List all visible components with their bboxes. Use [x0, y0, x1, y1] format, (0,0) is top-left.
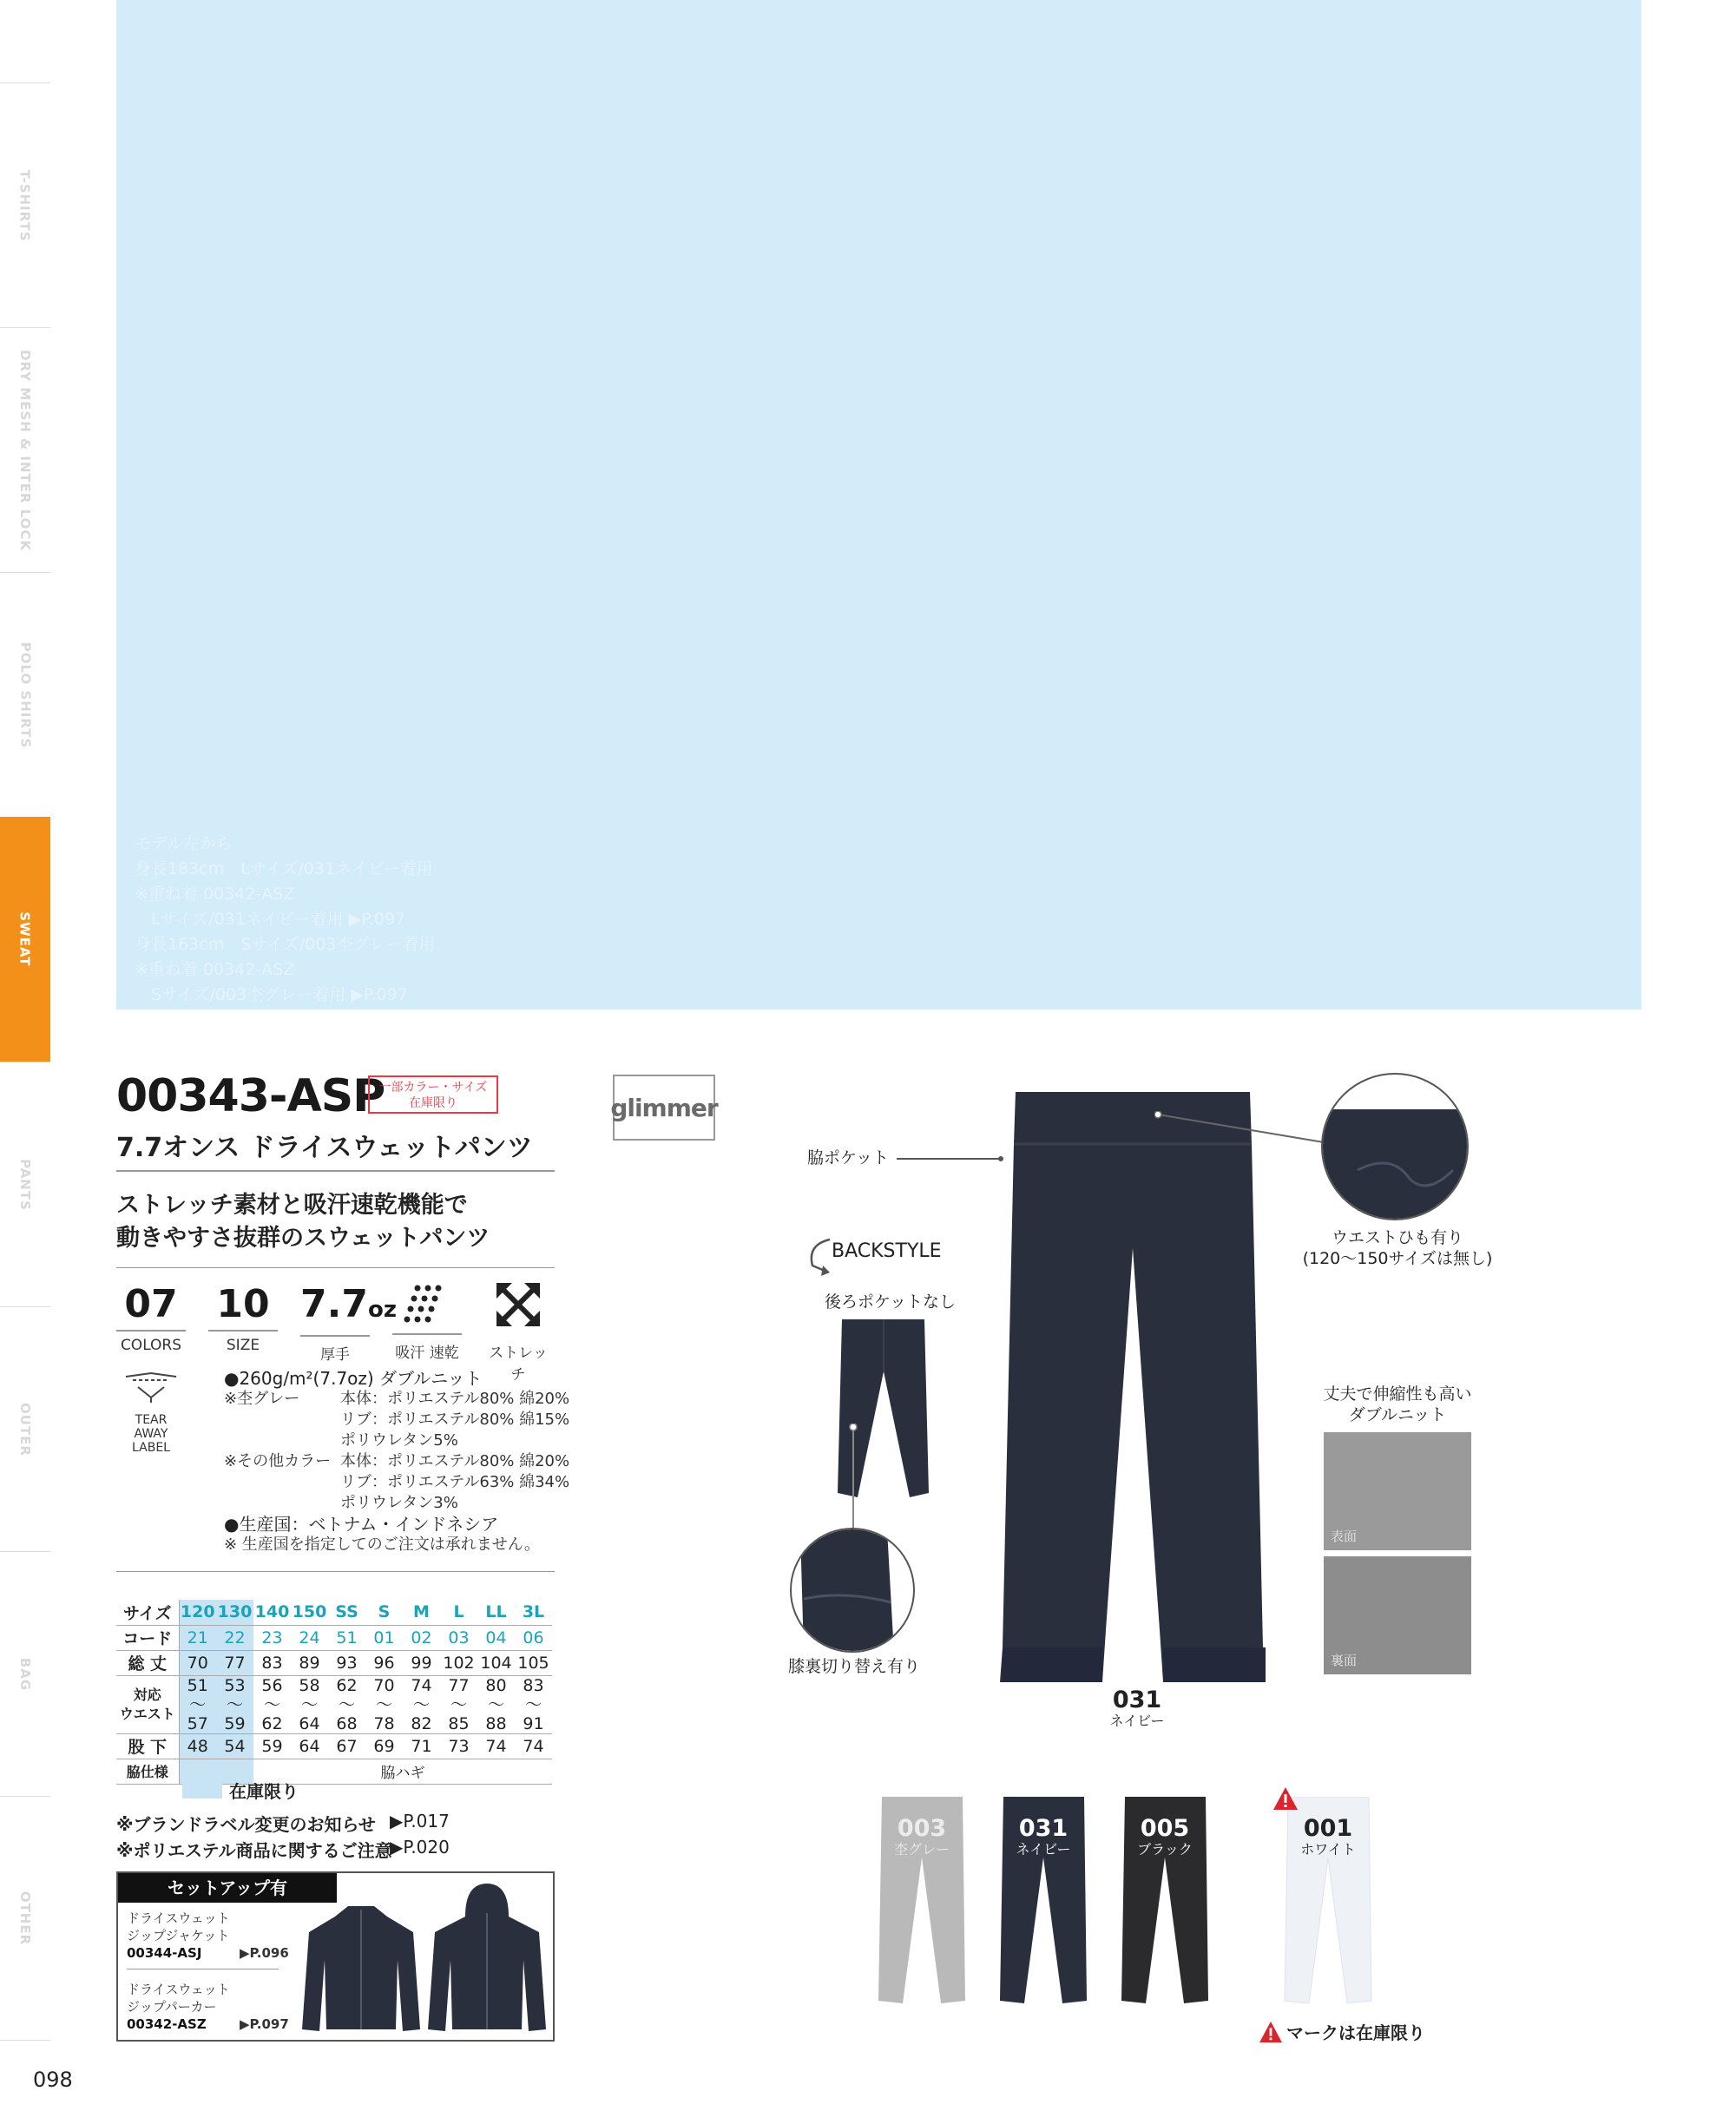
stock-warning-note: マークは在庫限り: [1259, 2019, 1425, 2044]
divider: [116, 1267, 555, 1268]
side-tab-other[interactable]: OTHER: [0, 1796, 50, 2041]
knee-detail-image: [792, 1529, 915, 1653]
callout-no-back-pocket: 後ろポケットなし: [825, 1292, 957, 1312]
backstyle-label: BACKSTYLE: [832, 1240, 942, 1262]
spec-stretch: ストレッチ: [483, 1283, 554, 1384]
page-ref-link[interactable]: ▶P.096: [240, 1945, 289, 1961]
inseam-row: 股 下 48 54 59 64 67 69 71 73 74 74: [116, 1733, 552, 1759]
knee-detail-circle: [790, 1528, 915, 1653]
page-ref-link[interactable]: ▶P.020: [390, 1837, 450, 1858]
brand-logo: glimmer: [613, 1075, 715, 1141]
product-code: 00343-ASP: [116, 1070, 385, 1122]
color-variant-031[interactable]: 031 ネイビー: [1016, 1815, 1071, 1858]
tear-away-label: TEAR AWAY LABEL: [116, 1371, 186, 1455]
side-tab-dry-mesh[interactable]: DRY MESH & INTER LOCK: [0, 327, 50, 572]
side-tab-sweat[interactable]: SWEAT: [0, 817, 50, 1062]
page-number: 098: [33, 2068, 73, 2092]
side-tab-outer[interactable]: OUTER: [0, 1306, 50, 1551]
material-specs: ●260g/m²(7.7oz) ダブルニット ※杢グレー 本体：ポリエステル80% 綿20% リブ：ポリエステル80% 綿15% ポリウレタン5% ※その他カラー 本体：ポリエステル80% 綿20% リブ：ポリエステル63% 綿34% ポリウレタン3% ●生産国：ベトナム・インドネシア ※ 生産国を指定してのご注文は承れません。: [224, 1368, 570, 1554]
callout-line: [897, 1154, 1005, 1163]
waist-detail-image: [1323, 1075, 1469, 1220]
hero-model-notes: モデル左から 身長183cm Lサイズ/031ネイビー着用 ※重ね着 00342-ASZ Lサイズ/031ネイビー着用 ▶P.097 身長163cm Sサイズ/003杢グレー着用 ※重ね着 00342-ASZ Sサイズ/003杢グレー着用 ▶P.097: [135, 834, 436, 1004]
code-row: コード 21 22 23 24 51 01 02 03 04 06: [116, 1625, 552, 1650]
setup-title: セットアップ有: [118, 1873, 337, 1903]
fabric-back-swatch: 裏面: [1324, 1556, 1471, 1674]
main-pants-image: [990, 1092, 1276, 1687]
setup-item-parka: ドライスウェット ジップパーカー 00342-ASZ ▶P.097: [127, 1982, 289, 2032]
spec-weight: 7.7oz 厚手: [300, 1282, 397, 1364]
divider: [116, 1170, 555, 1172]
page-ref-link[interactable]: ▶P.097: [240, 2016, 289, 2032]
divider: [116, 1571, 555, 1572]
stock-badge: 一部カラー・サイズ 在庫限り: [368, 1075, 498, 1114]
callout-fabric: 丈夫で伸縮性も高い ダブルニット: [1323, 1384, 1472, 1424]
label-tag-icon: [121, 1371, 181, 1404]
waist-row: 対応 ウエスト 51～ 57 53～ 59 56～ 62 58～ 64 62～ 68 70～ 78 74～ 82 77～ 85 80～ 88 83～ 91: [116, 1675, 552, 1733]
page-ref-link[interactable]: ▶P.017: [390, 1811, 450, 1831]
setup-item-jacket: ドライスウェット ジップジャケット 00344-ASJ ▶P.096: [127, 1910, 289, 1961]
spec-size: 10 SIZE: [208, 1283, 278, 1354]
spec-colors: 07 COLORS: [116, 1283, 186, 1354]
callout-knee: 膝裏切り替え有り: [788, 1657, 921, 1676]
color-variant-001[interactable]: 001 ホワイト: [1300, 1815, 1356, 1858]
callout-line: [1154, 1111, 1328, 1172]
main-color-label: 031 ネイビー: [1109, 1687, 1165, 1729]
side-tab-bag[interactable]: BAG: [0, 1551, 50, 1796]
notice-brand-label: ※ブランドラベル変更のお知らせ ▶P.017: [116, 1811, 450, 1835]
spec-dry: 吸汗 速乾: [392, 1283, 462, 1362]
stock-legend: 在庫限り: [182, 1778, 299, 1803]
length-row: 総 丈 70 77 83 89 93 96 99 102 104 105: [116, 1650, 552, 1675]
product-catchphrase: ストレッチ素材と吸汗速乾機能で 動きやすさ抜群のスウェットパンツ: [116, 1192, 490, 1252]
notice-polyester: ※ポリエステル商品に関するご注意 ▶P.020: [116, 1837, 450, 1861]
side-tab-pants[interactable]: PANTS: [0, 1062, 50, 1306]
warning-icon: [1259, 2021, 1283, 2043]
color-variant-003[interactable]: 003 杢グレー: [893, 1815, 950, 1858]
callout-line: [849, 1424, 858, 1536]
size-row: サイズ 120 130 140 150 SS S M L LL 3L: [116, 1600, 552, 1625]
rotate-arrow-icon: [804, 1236, 835, 1278]
dry-icon: [404, 1283, 450, 1326]
jacket-image: [300, 1899, 422, 2040]
side-spec-row: 脇仕様 脇ハギ: [116, 1759, 552, 1784]
warning-icon: [1272, 1786, 1299, 1811]
side-tab-tshirts[interactable]: T-SHIRTS: [0, 82, 50, 327]
setup-box: [116, 1871, 555, 2042]
size-table: [116, 1600, 552, 1785]
product-name: 7.7オンス ドライスウェットパンツ: [116, 1133, 533, 1163]
color-variant-005[interactable]: 005 ブラック: [1137, 1815, 1193, 1858]
waist-detail-circle: [1321, 1073, 1469, 1220]
fabric-front-swatch: 表面: [1324, 1432, 1471, 1550]
stretch-icon: [496, 1283, 540, 1326]
callout-waist-cord: ウエストひも有り (120～150サイズは無し): [1302, 1228, 1493, 1268]
parka-image: [426, 1882, 548, 2040]
legend-swatch: [182, 1783, 222, 1798]
side-tab-polo[interactable]: POLO SHIRTS: [0, 572, 50, 817]
callout-side-pocket: 脇ポケット: [807, 1148, 890, 1167]
